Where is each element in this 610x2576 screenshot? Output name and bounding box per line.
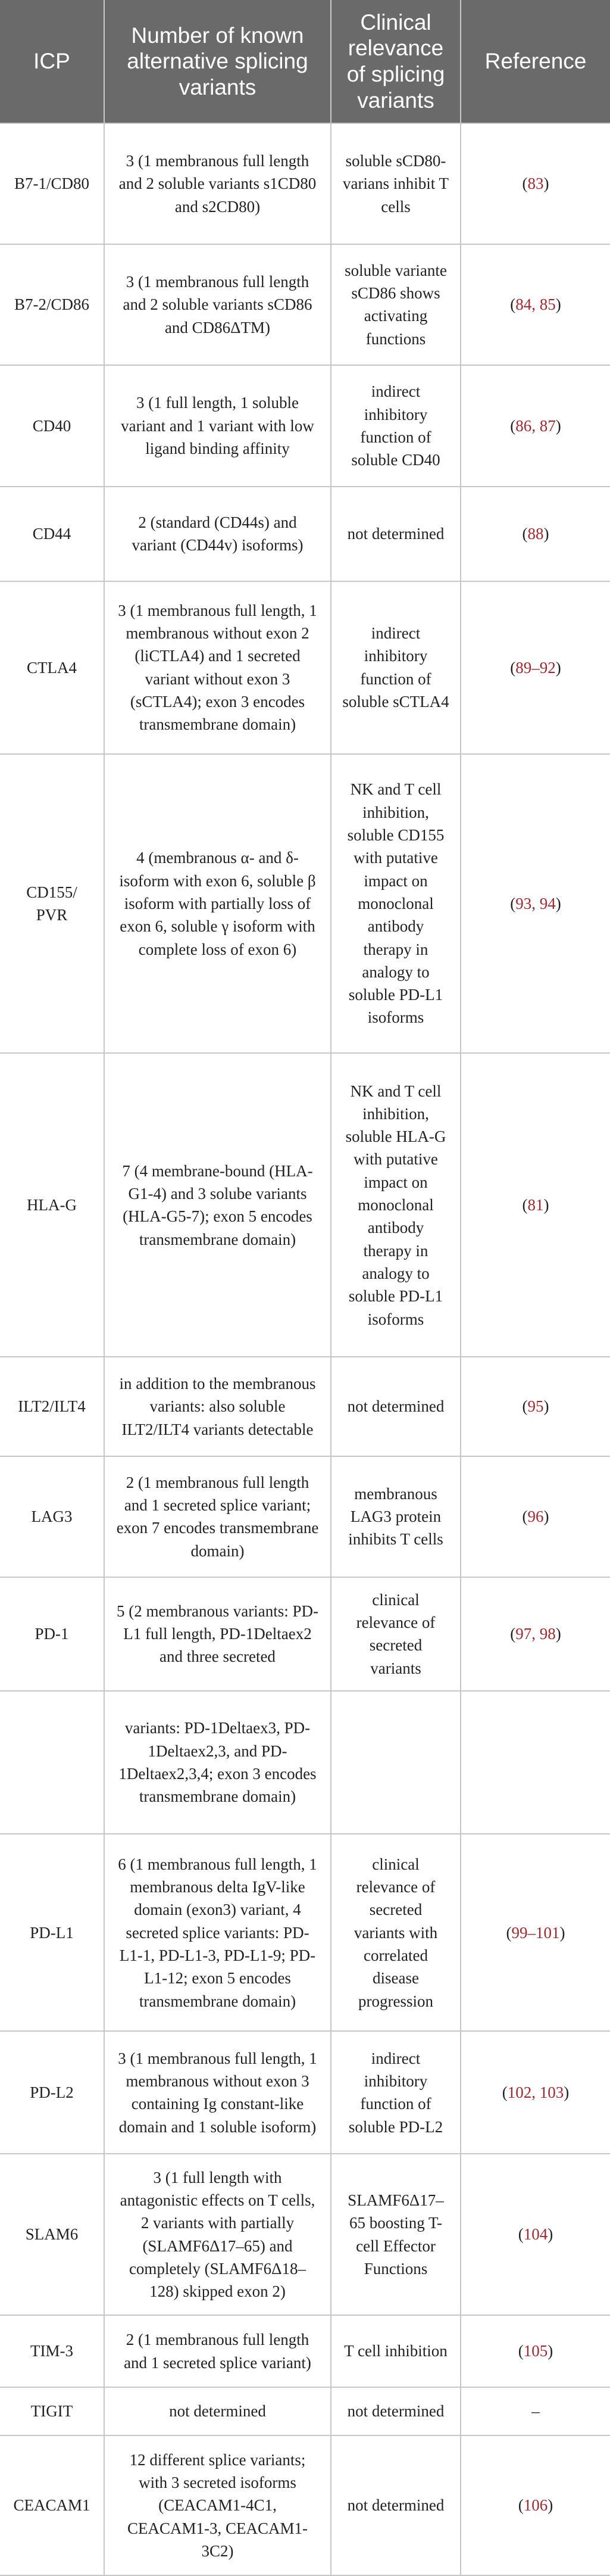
reference-link[interactable]: 97, 98 bbox=[515, 1625, 556, 1643]
header-relevance: Clinical relevance of splicing variants bbox=[331, 0, 461, 123]
relevance-cell: NK and T cell inhibition, soluble HLA-G with putative impact on monoclonal antibody therapy in analogy to soluble PD-L1 isoforms bbox=[331, 1053, 461, 1357]
reference-cell bbox=[461, 1691, 610, 1834]
table-row bbox=[0, 2315, 610, 2387]
table-row bbox=[0, 1577, 610, 1691]
variants-cell: 6 (1 membranous full length, 1 membranous delta IgV-like domain (exon3) variant, 4 secreted splice variants: PD-L1-1, PD-L1-3, PD-L1-9; PD-L1-12; exon 5 encodes transmembrane domain) bbox=[104, 1834, 331, 2031]
reference-cell: (106) bbox=[461, 2435, 610, 2575]
table-row bbox=[0, 1691, 610, 1834]
icp-cell: PD-L2 bbox=[0, 2031, 104, 2154]
reference-link[interactable]: 93, 94 bbox=[515, 894, 556, 912]
reference-cell: (86, 87) bbox=[461, 365, 610, 487]
variants-cell: 3 (1 membranous full length and 2 soluble variants s1CD80 and s2CD80) bbox=[104, 123, 331, 244]
reference-link[interactable]: 105 bbox=[523, 2342, 548, 2360]
reference-cell: (95) bbox=[461, 1357, 610, 1456]
relevance-cell: not determined bbox=[331, 487, 461, 581]
icp-cell: HLA-G bbox=[0, 1053, 104, 1357]
icp-cell: TIM-3 bbox=[0, 2315, 104, 2387]
icp-cell: CD44 bbox=[0, 487, 104, 581]
relevance-cell: indirect inhibitory function of soluble CD40 bbox=[331, 365, 461, 487]
reference-link[interactable]: 104 bbox=[523, 2225, 548, 2244]
icp-cell: B7-1/CD80 bbox=[0, 123, 104, 244]
table-row bbox=[0, 581, 610, 754]
icp-cell: LAG3 bbox=[0, 1456, 104, 1577]
icp-cell: CD155/ PVR bbox=[0, 754, 104, 1054]
variants-cell: 5 (2 membranous variants: PD-L1 full length, PD-1Deltaex2 and three secreted bbox=[104, 1577, 331, 1691]
reference-link[interactable]: 81 bbox=[527, 1196, 544, 1214]
reference-link[interactable]: 102, 103 bbox=[507, 2083, 564, 2102]
icp-cell: CTLA4 bbox=[0, 581, 104, 754]
relevance-cell: clinical relevance of secreted variants bbox=[331, 1577, 461, 1691]
variants-cell: 2 (1 membranous full length and 1 secreted splice variant) bbox=[104, 2315, 331, 2387]
reference-cell: (105) bbox=[461, 2315, 610, 2387]
reference-link[interactable]: 95 bbox=[527, 1397, 544, 1416]
reference-link[interactable]: 89–92 bbox=[515, 658, 556, 677]
relevance-cell: T cell inhibition bbox=[331, 2315, 461, 2387]
relevance-cell: indirect inhibitory function of soluble PD-L2 bbox=[331, 2031, 461, 2154]
variants-cell: not determined bbox=[104, 2387, 331, 2435]
table-row bbox=[0, 487, 610, 581]
reference-cell: (88) bbox=[461, 487, 610, 581]
variants-cell: 12 different splice variants; with 3 secreted isoforms (CEACAM1-4C1, CEACAM1-3, CEACAM1-3C2) bbox=[104, 2435, 331, 2575]
table-row bbox=[0, 2435, 610, 2575]
icp-cell: SLAM6 bbox=[0, 2154, 104, 2315]
reference-link[interactable]: 86, 87 bbox=[515, 416, 556, 435]
relevance-cell: clinical relevance of secreted variants with correlated disease progression bbox=[331, 1834, 461, 2031]
reference-link[interactable]: 83 bbox=[527, 175, 544, 193]
reference-link[interactable]: 84, 85 bbox=[515, 295, 556, 314]
variants-cell: 3 (1 membranous full length, 1 membranous without exon 2 (liCTLA4) and 1 secreted variant without exon 3 (sCTLA4); exon 3 encodes transmembrane domain) bbox=[104, 581, 331, 754]
icp-cell: CEACAM1 bbox=[0, 2435, 104, 2575]
relevance-cell: not determined bbox=[331, 2435, 461, 2575]
header-icp: ICP bbox=[0, 0, 104, 123]
icp-cell: CD40 bbox=[0, 365, 104, 487]
icp-cell: TIGIT bbox=[0, 2387, 104, 2435]
reference-link[interactable]: 106 bbox=[523, 2496, 548, 2515]
reference-cell: (97, 98) bbox=[461, 1577, 610, 1691]
variants-cell: 7 (4 membrane-bound (HLA-G1-4) and 3 solube variants (HLA-G5-7); exon 5 encodes transmembrane domain) bbox=[104, 1053, 331, 1357]
table-row bbox=[0, 1357, 610, 1456]
reference-cell: (83) bbox=[461, 123, 610, 244]
relevance-cell bbox=[331, 1691, 461, 1834]
table-row bbox=[0, 754, 610, 1054]
variants-cell: 2 (1 membranous full length and 1 secreted splice variant; exon 7 encodes transmembrane domain) bbox=[104, 1456, 331, 1577]
relevance-cell: not determined bbox=[331, 1357, 461, 1456]
table-row bbox=[0, 123, 610, 244]
relevance-cell: not determined bbox=[331, 2387, 461, 2435]
reference-link[interactable]: 88 bbox=[527, 525, 544, 543]
table-row bbox=[0, 244, 610, 365]
reference-cell: (99–101) bbox=[461, 1834, 610, 2031]
table-header bbox=[0, 0, 610, 123]
table-body bbox=[0, 123, 610, 2575]
table-row bbox=[0, 2154, 610, 2315]
variants-cell: 3 (1 full length, 1 soluble variant and 1 variant with low ligand binding affinity bbox=[104, 365, 331, 487]
variants-cell: in addition to the membranous variants: also soluble ILT2/ILT4 variants detectable bbox=[104, 1357, 331, 1456]
reference-cell: (93, 94) bbox=[461, 754, 610, 1054]
relevance-cell: NK and T cell inhibition, soluble CD155 with putative impact on monoclonal antibody therapy in analogy to soluble PD-L1 isoforms bbox=[331, 754, 461, 1054]
variants-cell: 3 (1 full length with antagonistic effects on T cells, 2 variants with partially (SLAMF6Δ17–65) and completely (SLAMF6Δ18–128) skipped exon 2) bbox=[104, 2154, 331, 2315]
relevance-cell: membranous LAG3 protein inhibits T cells bbox=[331, 1456, 461, 1577]
reference-cell: (104) bbox=[461, 2154, 610, 2315]
header-reference: Reference bbox=[461, 0, 610, 123]
reference-cell: – bbox=[461, 2387, 610, 2435]
header-variants: Number of known alternative splicing variants bbox=[104, 0, 331, 123]
icp-cell: ILT2/ILT4 bbox=[0, 1357, 104, 1456]
relevance-cell: SLAMF6Δ17–65 boosting T-cell Effector Functions bbox=[331, 2154, 461, 2315]
relevance-cell: indirect inhibitory function of soluble sCTLA4 bbox=[331, 581, 461, 754]
icp-cell: B7-2/CD86 bbox=[0, 244, 104, 365]
reference-cell: (84, 85) bbox=[461, 244, 610, 365]
variants-cell: 3 (1 membranous full length and 2 soluble variants sCD86 and CD86ΔTM) bbox=[104, 244, 331, 365]
variants-cell: 2 (standard (CD44s) and variant (CD44v) isoforms) bbox=[104, 487, 331, 581]
variants-cell: variants: PD-1Deltaex3, PD-1Deltaex2,3, and PD-1Deltaex2,3,4; exon 3 encodes transmembrane domain) bbox=[104, 1691, 331, 1834]
table-row bbox=[0, 1834, 610, 2031]
icp-cell: PD-1 bbox=[0, 1577, 104, 1691]
table-row bbox=[0, 2387, 610, 2435]
reference-link[interactable]: 99–101 bbox=[511, 1923, 560, 1942]
reference-cell: (81) bbox=[461, 1053, 610, 1357]
relevance-cell: soluble sCD80-varians inhibit T cells bbox=[331, 123, 461, 244]
reference-cell: (89–92) bbox=[461, 581, 610, 754]
reference-cell: (102, 103) bbox=[461, 2031, 610, 2154]
table-row bbox=[0, 2031, 610, 2154]
reference-cell: (96) bbox=[461, 1456, 610, 1577]
table-row bbox=[0, 1053, 610, 1357]
relevance-cell: soluble variante sCD86 shows activating functions bbox=[331, 244, 461, 365]
icp-cell: PD-L1 bbox=[0, 1834, 104, 2031]
icp-cell bbox=[0, 1691, 104, 1834]
variants-cell: 4 (membranous α- and δ-isoform with exon 6, soluble β isoform with partially loss of exon 6, soluble γ isoform with complete loss of exon 6) bbox=[104, 754, 331, 1054]
table-row bbox=[0, 365, 610, 487]
table-row bbox=[0, 1456, 610, 1577]
header-row bbox=[0, 0, 610, 123]
variants-cell: 3 (1 membranous full length, 1 membranous without exon 3 containing Ig constant-like domain and 1 soluble isoform) bbox=[104, 2031, 331, 2154]
reference-link[interactable]: 96 bbox=[527, 1507, 544, 1526]
